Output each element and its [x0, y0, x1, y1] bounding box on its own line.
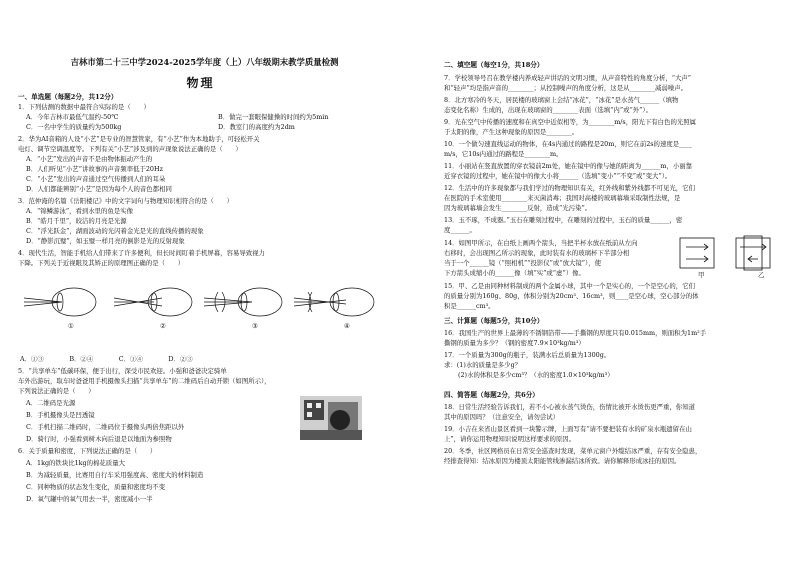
question-text: 9．光在空气中传播的速度和在真空中近似相等，为________m/s，阳光下有白色的光照属	[444, 118, 697, 126]
eye-diagram-3	[204, 288, 282, 316]
option-text: B．人们听见“小艺”讲故事的声音频率低于20Hz	[26, 165, 163, 173]
question-text: 16．我国生产的世界上最薄的不锈钢箔带——手撕钢的厚度只有0.015mm，则面积为1m²手	[444, 329, 707, 337]
eye-diagram-1	[24, 288, 96, 316]
figure-label: ②	[160, 322, 166, 330]
question-text: 于太阳的像，产生这种现象的原因是________。	[444, 128, 579, 136]
option-text: B．做完一套眼保健操的时间约为5min	[218, 113, 329, 121]
question-text: 6．关于质量和密度，下列说法正确的是（ ）	[18, 447, 157, 455]
question-text: 撕钢的质量为多少？（钢的密度7.9×10³kg/m³）	[444, 339, 585, 347]
option-text: D．教室门的高度约为2dm	[218, 123, 295, 131]
option-text: C．“浮光跃金”，湖面波动的光闪着金光是光的直线传播的现象	[26, 227, 204, 235]
option-text: D．氧气罐中的氧气用去一半，密度减小一半	[26, 495, 153, 503]
question-text: 8．北方寒冷的冬天，居民楼的玻璃窗上会结“冰花”，“冰花”是水蒸气______（填物	[444, 96, 679, 104]
question-text: 7．学校领导号召在教学楼内养成轻声讲话的文明习惯，从声音特性的角度分析，“大声”	[444, 74, 692, 82]
figure-label: 甲	[698, 271, 705, 279]
question-text: 1．下列估测的数据中最符合实际的是（ ）	[18, 103, 150, 111]
question-text: 20．冬季，社区网格员在日常安全巡查时发现，菜单元窗户外缆结冰严重，存有安全隐患，	[444, 447, 702, 455]
question-text: 近穿衣镜的过程中，她在镜中的像大小将______（选填“变小”“不变”或“变大”）。	[444, 172, 672, 180]
question-text: 14．如图甲所示，在白纸上画两个箭头，当把半杯水放在纸前从左向	[444, 239, 638, 247]
option-text: D．人们都能辨别“小艺”是因为每个人的音色都相同	[26, 185, 172, 193]
eye-diagram-4	[294, 288, 374, 316]
option-text: C．手机扫描二维码时，二维码位于摄像头两倍焦距以外	[26, 423, 185, 431]
question-text: 3．范仲淹的名篇《岳阳楼记》中的文字词句与物理知识相符合的是（ ）	[18, 197, 233, 205]
question-text: 度______。	[444, 226, 476, 234]
question-text: 18．日常生活经验告诉我们，若不小心被水蒸气烫伤，伤情比被开水烫伤更严重，你知道	[444, 403, 695, 411]
question-text: 求：(1)水的质量是多少g？	[444, 361, 522, 369]
option-text: B．“皓月千里”，皎洁的月亮是光源	[26, 217, 127, 225]
option-text: A．1kg的铁块比1kg的棉花质量大	[26, 459, 125, 467]
question-text: 4．现代生活，智能手机给人们带来了许多便利，但长时间盯着手机屏幕，容易导致视力	[18, 249, 265, 257]
arrows-glass-figure	[678, 234, 784, 278]
figure-label: ④	[344, 322, 350, 330]
question-text: (2)水的体积是多少cm³？（水的密度1.0×10³kg/m³）	[458, 371, 614, 379]
option-text: A．“小艺”发出的声音不是由物体振动产生的	[26, 155, 153, 163]
question-text: 在医院的手术室使用________来灭菌消毒；我国对高楼的玻璃幕墙采取制性法规，是	[444, 194, 681, 202]
question-text: 当于一个______镜（“照相机”“投影仪”或“放大镜”），使	[444, 259, 601, 267]
figure-label: 乙	[758, 271, 765, 279]
question-text: 17．一个质量为300g的瓶子，装满水后总质量为1300g。	[444, 351, 611, 359]
question-text: 5．“共享单车”低碳环保，便于出行，深受市民欢迎。小强和爸爸决定骑单	[18, 367, 227, 375]
option-text: A．二维码是光源	[26, 399, 76, 407]
question-text: 19．小吉在来省山景区看到一块警示牌，上面写有“请不要把装有水的矿泉水瓶遗留在山	[444, 425, 692, 433]
question-text: 积是______cm³。	[444, 302, 495, 310]
option-text: A．“锦鳞游泳”，看到水里的鱼是实像	[26, 207, 134, 215]
figure-label: ③	[252, 322, 258, 330]
question-text: m/s，它10s内通过的路程是________m。	[444, 150, 563, 158]
option-text: A．①③ B．②④ C．①④ D．②③	[20, 355, 193, 363]
option-text: C．同种物质的状态发生变化，质量和密度均不变	[26, 483, 166, 491]
right-column	[438, 0, 790, 561]
option-text: D．骑行时，小强看到树木向后退是以地面为参照物	[26, 435, 172, 443]
option-text: B．为减轻质量，比赛用自行车采用强度高、密度大的材料制造	[26, 471, 204, 479]
question-text: 上”，请你运用物理知识说明这样要求的原因。	[444, 435, 576, 443]
question-text: 的质量分别为160g、80g，体积分别为20cm³、16cm³，则____是空心球，空心部分的体	[444, 292, 699, 300]
option-text: A．今年吉林市最低气温约-50℃	[26, 113, 119, 121]
question-text: 电灯、调节空调温度等。下列有关“小艺”涉及到的声现象说法正确的是（ ）	[18, 145, 242, 153]
subject-title: 物理	[186, 76, 215, 90]
question-text: 13．玉不琢，不成器。”玉石在雕刻过程中，在雕刻的过程中，玉石的质量______，密	[444, 216, 683, 224]
section-title: 三、计算题（每题5分，共10分）	[444, 317, 544, 325]
left-column	[8, 0, 393, 561]
question-text: 11．小丽站在竖直放置的穿衣镜前2m处，她在镜中的像与她的距离为______m，小丽靠	[444, 162, 692, 170]
option-text: B．手机摄像头是凹透镜	[26, 411, 95, 419]
bike-qr-photo	[300, 396, 362, 440]
question-text: 因为玻璃幕墙会发生________反射，造成“光污染”。	[444, 204, 592, 212]
exam-title: 吉林市第二十三中学2024-2025学年度（上）八年级期末教学质量检测	[70, 57, 339, 67]
question-text: 2．华为AI音箱的人设“小艺”是专业的智慧管家，有“小艺”作为本地助手，可轻松开关	[18, 135, 260, 143]
option-text: C．一名中学生的质量约为500kg	[26, 123, 122, 131]
question-text: 右移时，会出现图乙所示的现象，此时装有水的玻璃杯下半部分相	[444, 249, 630, 257]
eye-diagram-2	[114, 288, 192, 316]
question-text: 下降。下列关于近视眼及其矫正的原理图正确的是（ ）	[18, 259, 185, 267]
question-text: 和“轻声”均是指声音的________；从控制噪声的角度分析，这是从________减弱噪声。	[444, 84, 687, 92]
figure-label: ①	[68, 322, 74, 330]
section-title: 四、简答题（每题2分，共6分）	[444, 391, 539, 399]
question-text: 其中的原因吗？（注意安全，请勿尝试）	[444, 413, 560, 421]
question-text: 车外出游玩，取车时爸爸用手机摄像头扫描“共享单车”的二维码后自动开锁（如图所示），	[18, 377, 271, 385]
section-title: 二、填空题（每空1分，共18分）	[444, 61, 544, 69]
eye-diagrams-figure	[22, 272, 382, 352]
question-text: 下列说法正确的是（ ）	[18, 387, 95, 395]
question-text: 经排查得知：结冰原因为楼顶太阳能管线渗漏结冰所致。请你解释形成冰挂的原因。	[444, 457, 681, 465]
section-title: 一、单选题（每题2分，共12分）	[18, 93, 118, 101]
question-text: 12．生活中的许多现象都与我们学过的物理知识有关，红外线和紫外线都不可见光，它们	[444, 184, 695, 192]
question-text: 10．一个做匀速直线运动的物体，在4s内通过的路程是20m，则它在前2s的速度是____	[444, 140, 692, 148]
question-text: 态变化名称）生成的，出现在玻璃窗的________表面（选填“内”或“外”）。	[444, 106, 652, 114]
question-text: 15．甲、乙是由同种材料制成的两个金属小球，其中一个是实心的，一个是空心的，它们	[444, 282, 695, 290]
question-text: 下方箭头成缩小的______像（填“实”或“虚”）像。	[444, 269, 585, 277]
option-text: C．“小艺”发出的声音通过空气传播到人们的耳朵	[26, 175, 166, 183]
option-text: D．“静影沉璧”，如玉璧一样月亮的倒影是光的反射现象	[26, 237, 185, 245]
